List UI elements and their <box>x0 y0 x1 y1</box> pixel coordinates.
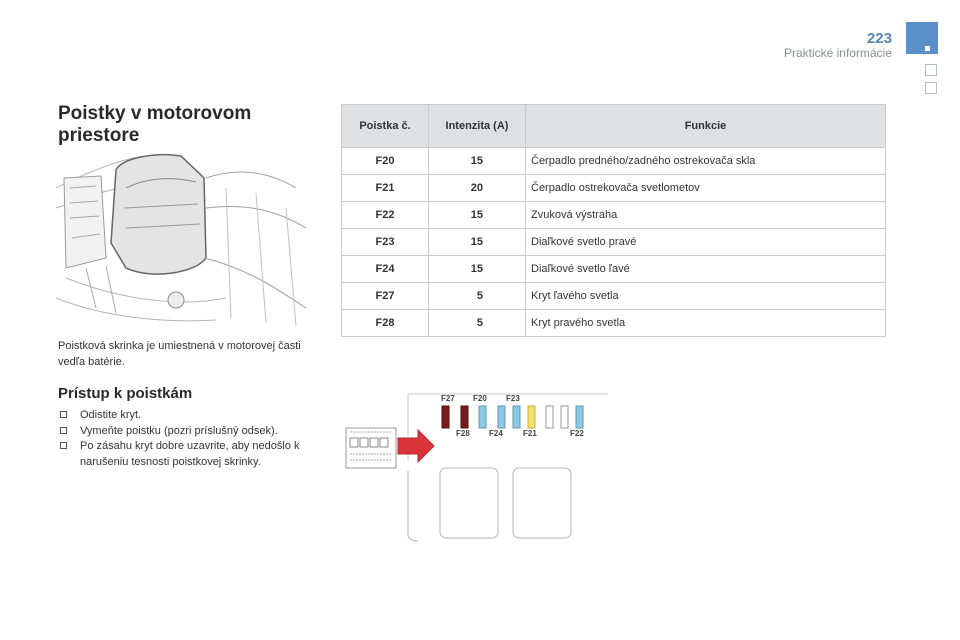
fuse-amperage: 5 <box>429 310 526 337</box>
checkbox-bullet-icon <box>60 411 67 418</box>
step-item <box>58 424 338 440</box>
section-heading: Prístup k poistkám <box>58 385 193 402</box>
table-row <box>342 229 886 256</box>
step-text: Odistite kryt. <box>80 409 142 421</box>
column-header-fuse: Poistka č. <box>342 105 429 148</box>
chapter-tab-box[interactable] <box>925 64 937 76</box>
page-title-line: Poistky v motorovom <box>58 103 252 124</box>
fuse-label: F22 <box>570 429 584 438</box>
fuse-label: F24 <box>489 429 503 438</box>
fuse-box-diagram <box>338 386 610 544</box>
fuse-amperage: 5 <box>429 283 526 310</box>
fuse-number: F20 <box>342 148 429 175</box>
fuse-amperage: 15 <box>429 202 526 229</box>
table-row <box>342 283 886 310</box>
fuse-function: Diaľkové svetlo pravé <box>526 229 886 256</box>
fuse-table <box>341 104 886 337</box>
section-name: Praktické informácie <box>783 46 892 60</box>
checkbox-bullet-icon <box>60 427 67 434</box>
page-title-line: priestore <box>58 125 140 146</box>
table-row <box>342 175 886 202</box>
fuse-function: Kryt ľavého svetla <box>526 283 886 310</box>
fuse-number: F27 <box>342 283 429 310</box>
column-header-amperage: Intenzita (A) <box>429 105 526 148</box>
red-arrow-icon <box>398 430 434 462</box>
fuse-number: F23 <box>342 229 429 256</box>
fuse-function: Zvuková výstraha <box>526 202 886 229</box>
column-header-function: Funkcie <box>526 105 886 148</box>
fuse-function: Kryt pravého svetla <box>526 310 886 337</box>
fuse-function: Čerpadlo predného/zadného ostrekovača skla <box>526 148 886 175</box>
fuse-function: Diaľkové svetlo ľavé <box>526 256 886 283</box>
fuse-label: F28 <box>456 429 470 438</box>
table-row <box>342 310 886 337</box>
fuse-label: F21 <box>523 429 537 438</box>
access-steps <box>58 408 338 470</box>
step-item <box>58 408 338 424</box>
fuse-labels-bottom <box>456 429 584 438</box>
photo-caption: Poistková skrinka je umiestnená v motorovej časti vedľa batérie. <box>58 340 301 368</box>
fuse-function: Čerpadlo ostrekovača svetlometov <box>526 175 886 202</box>
page-title <box>58 103 251 147</box>
fuse-amperage: 20 <box>429 175 526 202</box>
table-row <box>342 148 886 175</box>
fuse-label: F20 <box>473 394 487 403</box>
table-row <box>342 202 886 229</box>
fuse-number: F21 <box>342 175 429 202</box>
chapter-tab-box[interactable] <box>925 82 937 94</box>
step-text: Vymeňte poistku (pozri príslušný odsek). <box>80 424 278 437</box>
fuse-number: F28 <box>342 310 429 337</box>
fuse-number: F22 <box>342 202 429 229</box>
page-number: 223 <box>866 30 892 47</box>
fuse-amperage: 15 <box>429 229 526 256</box>
checkbox-bullet-icon <box>60 442 67 449</box>
fuse-label: F27 <box>441 394 455 403</box>
step-text: Po zásahu kryt dobre uzavrite, aby nedošlo k narušeniu tesnosti poistkovej skrinky. <box>80 440 300 468</box>
fuse-number: F24 <box>342 256 429 283</box>
table-row <box>342 256 886 283</box>
fuse-labels-top <box>441 394 520 403</box>
table-header-row <box>342 105 886 148</box>
tab-dot-icon <box>925 46 930 51</box>
chapter-tab-active[interactable] <box>906 22 938 54</box>
fuse-amperage: 15 <box>429 148 526 175</box>
fuse-label: F23 <box>506 394 520 403</box>
step-item <box>58 439 338 470</box>
fuse-amperage: 15 <box>429 256 526 283</box>
engine-compartment-illustration <box>56 148 314 326</box>
